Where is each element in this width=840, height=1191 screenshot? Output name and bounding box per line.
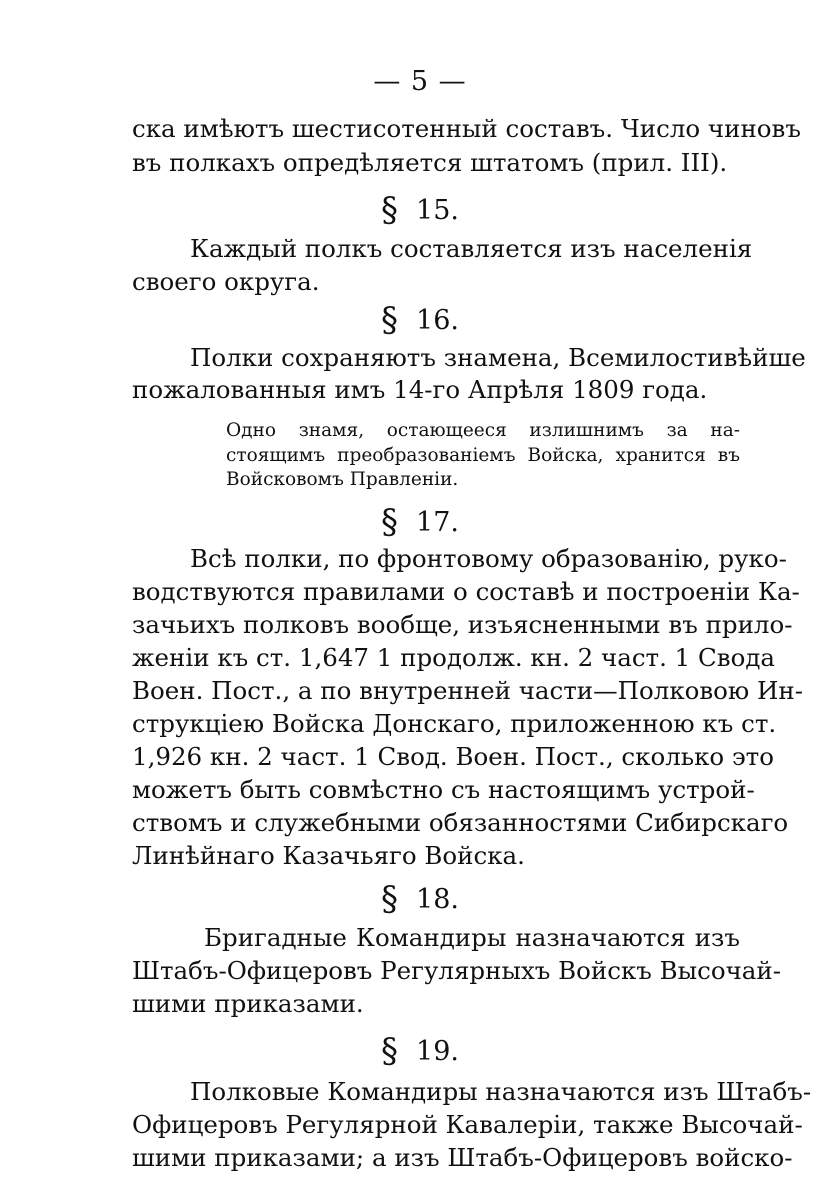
- text-line: Всѣ полки, по фронтовому образованію, руко-: [190, 544, 787, 573]
- text-line: Каждый полкъ составляется изъ населенія: [190, 234, 753, 263]
- section-heading-15: [0, 190, 840, 230]
- text-line: 1,926 кн. 2 част. 1 Свод. Воен. Пост., сколько это: [132, 742, 774, 771]
- text-line: пожалованныя имъ 14-го Апрѣля 1809 года.: [132, 375, 708, 404]
- text-line: водствуются правилами о составѣ и построеніи Ка-: [132, 577, 800, 606]
- text-line: Полковые Командиры назначаются изъ Штабъ-: [190, 1077, 812, 1106]
- text-line: Воен. Пост., а по внутренней части—Полковою Ин-: [132, 676, 804, 705]
- section-number: 17.: [416, 507, 459, 538]
- page-number: — 5 —: [373, 66, 467, 97]
- section-number: 19.: [416, 1036, 459, 1067]
- section-heading-16: [0, 300, 840, 340]
- text-line: струкціею Войска Донскаго, приложенною къ ст.: [132, 709, 777, 738]
- text-line: зачьихъ полковъ вообще, изъясненными въ прило-: [132, 610, 793, 639]
- section-heading-18: [0, 879, 840, 919]
- text-line: ствомъ и служебными обязанностями Сибирскаго: [132, 808, 789, 837]
- text-line: ска имѣютъ шестисотенный составъ. Число чиновъ: [132, 114, 801, 143]
- note-line: Одно знамя, остающееся излишнимъ за на-: [226, 420, 740, 441]
- text-line: Бригадные Командиры назначаются изъ: [204, 923, 740, 952]
- section-sign: §: [381, 502, 399, 542]
- text-line: своего округа.: [132, 267, 320, 296]
- text-line: въ полкахъ опредѣляется штатомъ (прил. III).: [132, 148, 728, 177]
- section-heading-17: [0, 502, 840, 542]
- text-line: Офицеровъ Регулярной Кавалеріи, также Высочай-: [132, 1110, 803, 1139]
- section-heading-19: [0, 1031, 840, 1071]
- note-line: Войсковомъ Правленіи.: [226, 469, 459, 490]
- section-number: 18.: [416, 884, 459, 915]
- section-sign: §: [381, 879, 399, 919]
- text-line: Полки сохраняютъ знамена, Всемилостивѣйше: [190, 343, 806, 372]
- section-sign: §: [381, 1031, 399, 1071]
- section-sign: §: [381, 190, 399, 230]
- text-line: можетъ быть совмѣстно съ настоящимъ устрой-: [132, 775, 755, 804]
- text-line: шими приказами.: [132, 989, 364, 1018]
- text-line: шими приказами; а изъ Штабъ-Офицеровъ войско-: [132, 1143, 793, 1172]
- section-number: 15.: [416, 195, 459, 226]
- note-line: стоящимъ преобразованіемъ Войска, хранится въ: [226, 445, 740, 466]
- text-line: женіи къ ст. 1,647 1 продолж. кн. 2 част. 1 Свода: [132, 643, 776, 672]
- text-line: Штабъ-Офицеровъ Регулярныхъ Войскъ Высочай-: [132, 956, 782, 985]
- section-number: 16.: [416, 305, 459, 336]
- section-sign: §: [381, 300, 399, 340]
- text-line: Линѣйнаго Казачьяго Войска.: [132, 841, 525, 870]
